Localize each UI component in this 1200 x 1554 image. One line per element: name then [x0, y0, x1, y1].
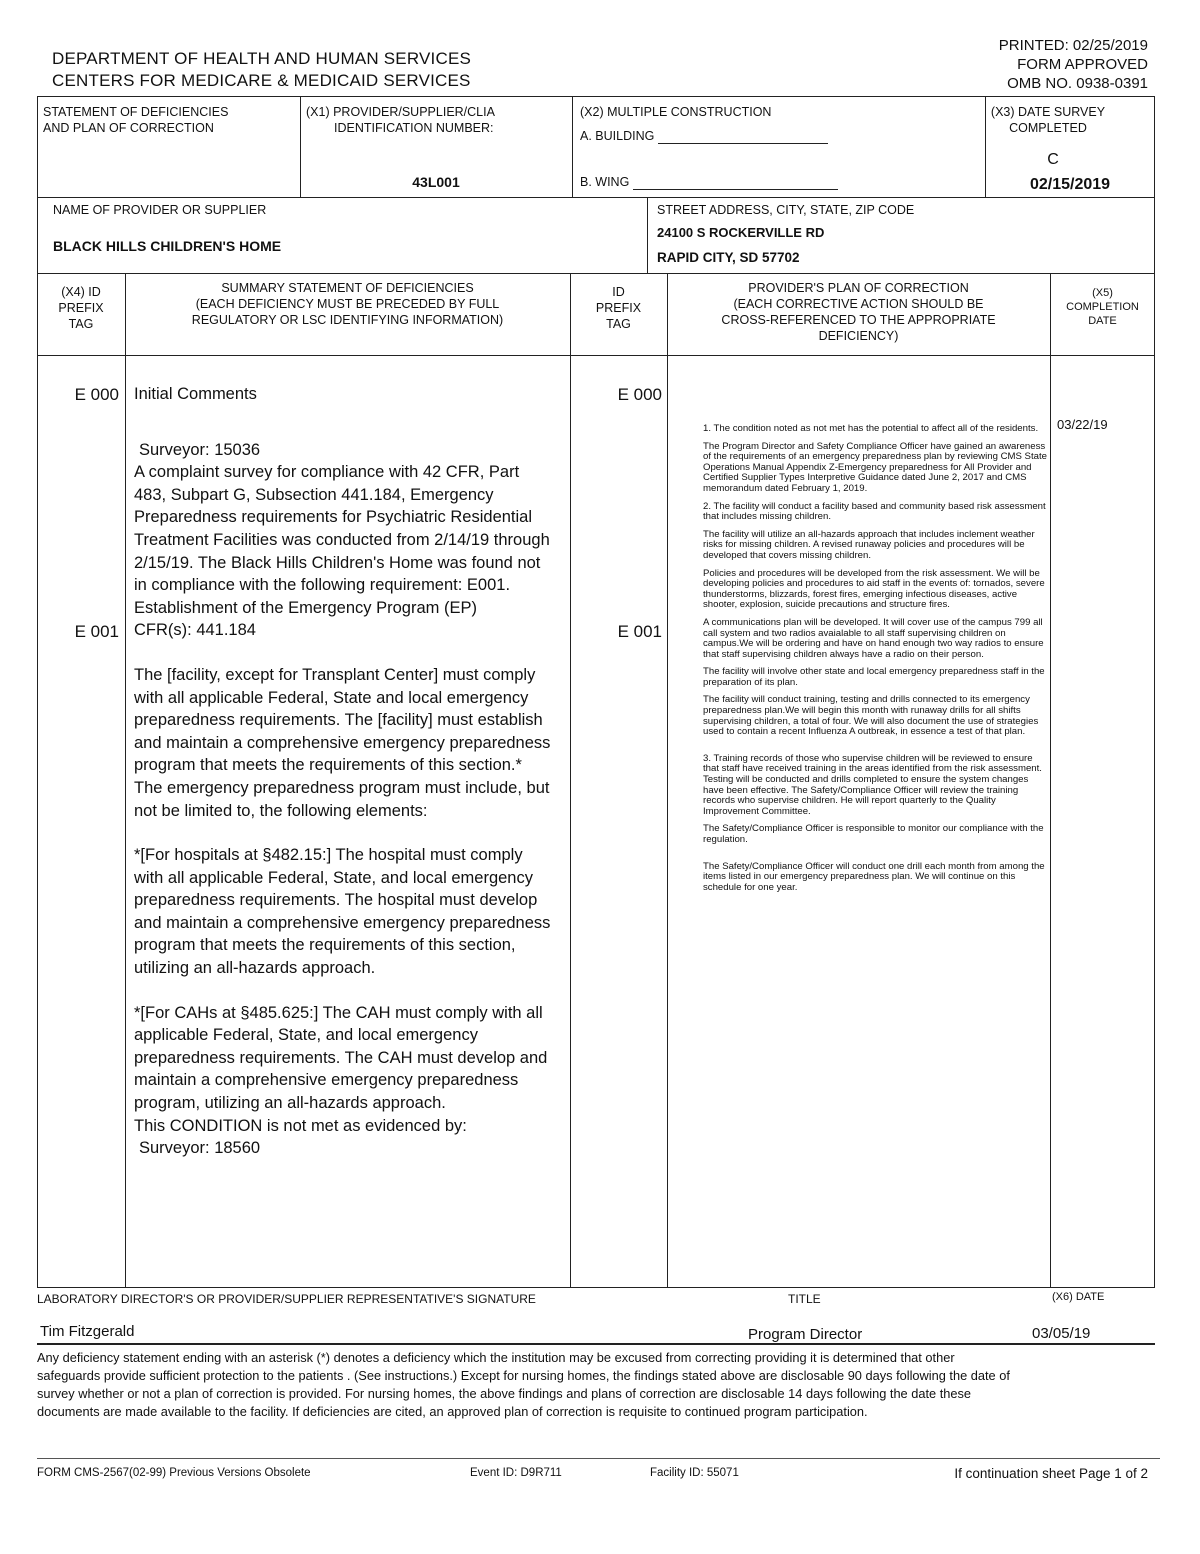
wing-field: B. WING	[580, 174, 838, 190]
provider-id-value: 43L001	[412, 174, 460, 190]
statement-label: STATEMENT OF DEFICIENCIES AND PLAN OF CORRECTION	[43, 105, 229, 135]
summary-header: SUMMARY STATEMENT OF DEFICIENCIES (EACH DEFICIENCY MUST BE PRECEDED BY FULL REGULATORY OR LSC IDENTIFYING INFORMATION)	[191, 281, 504, 327]
signer-name: Tim Fitzgerald	[40, 1323, 135, 1340]
street-address: 24100 S ROCKERVILLE RD	[657, 225, 825, 240]
survey-date: 02/15/2019	[1029, 176, 1111, 193]
plan-para-2: The Program Director and Safety Compliance Officer have gained an awareness of the requirements of an emergency preparedness plan by reviewing CMS State Operations Manual Appendix Z-Emergency preparedness for All Provider and Certified Supplier Types Interpretive Guidance dated June 2, 2017 and CMS memorandum dated February 1, 2019.	[703, 440, 1047, 494]
signature-date: 03/05/19	[1032, 1325, 1091, 1342]
x5-header: (X5) COMPLETION DATE	[1066, 287, 1139, 327]
completion-date: 03/22/19	[1057, 417, 1108, 432]
tag-e001-left: E 001	[74, 622, 119, 641]
tag-e001-right: E 001	[617, 622, 662, 641]
summary-statement	[134, 383, 554, 1160]
plan-para-4: The facility will utilize an all-hazards approach that includes inclement weather risks for missing children. A revised runaway policies and procedures will be developed that covers missing children.	[703, 528, 1035, 561]
printed-date: PRINTED: 02/25/2019	[998, 37, 1148, 54]
facility-id: Facility ID: 55071	[650, 1467, 739, 1479]
building-field: A. BUILDING	[580, 128, 828, 144]
omb-number: OMB NO. 0938-0391	[1007, 75, 1148, 92]
signature-label: LABORATORY DIRECTOR'S OR PROVIDER/SUPPLIER REPRESENTATIVE'S SIGNATURE	[37, 1292, 536, 1306]
hospital-requirements-para: *[For hospitals at §482.15:] The hospital must comply with all applicable Federal, State, and local emergency preparedness requirements. The hospital must develop and maintain a comprehensive emergency preparedness program that meets the requirements of this section, utilizing an all-hazards approach.	[134, 846, 551, 978]
disclaimer: Any deficiency statement ending with an asterisk (*) denotes a deficiency which the institution may be excused from correcting providing it is determined that other safeguards provide sufficient protection to the patients . (See instructions.) Except for nursing homes, the findings stated above are disclosable 90 days following the date of survey whether or not a plan of correction is provided. For nursing homes, the above findings and plans of correction are disclosable 14 days following the date these documents are made available to the facility. If deficiencies are cited, an approved plan of correction is requisite to continued program participation.	[37, 1350, 1010, 1419]
date-label: (X6) DATE	[1052, 1291, 1105, 1303]
id-header: ID PREFIX TAG	[595, 285, 642, 331]
tag-e000-left: E 000	[74, 385, 119, 404]
plan-of-correction	[703, 424, 1049, 900]
e001-title: Establishment of the Emergency Program (EP)	[134, 598, 477, 617]
plan-para-10: The Safety/Compliance Officer is responsible to monitor our compliance with the regulation.	[703, 823, 1044, 845]
plan-para-7: The facility will involve other state and local emergency preparedness staff in the preparation of its plan.	[703, 666, 1045, 688]
form-number: FORM CMS-2567(02-99) Previous Versions Obsolete	[37, 1467, 311, 1479]
x4-header: (X4) ID PREFIX TAG	[58, 285, 104, 331]
complaint-survey-para: A complaint survey for compliance with 42 CFR, Part 483, Subpart G, Subsection 441.184, Emergency Preparedness requirements for Psychiatric Residential Treatment Facilities was conducted from 2/14/19 through 2/15/19. The Black Hills Children's Home was found not in compliance with the following requirement: E001.	[134, 463, 550, 595]
cms-name: CENTERS FOR MEDICARE & MEDICAID SERVICES	[52, 71, 471, 90]
title-label: TITLE	[788, 1292, 821, 1306]
provider-name: BLACK HILLS CHILDREN'S HOME	[53, 238, 282, 254]
multiple-construction-label: (X2) MULTIPLE CONSTRUCTION	[580, 105, 772, 119]
cfr-ref: CFR(s): 441.184	[134, 621, 256, 640]
plan-para-8: The facility will conduct training, testing and drills connected to its emergency preparedness plan.We will begin this month with runaway drills for all shifts supervising children, a total of four. We will also document the use of strategies used to contain a recent Influenza A outbreak, in essence a test of that plan.	[703, 694, 1039, 738]
provider-name-label: NAME OF PROVIDER OR SUPPLIER	[53, 203, 267, 217]
plan-para-6: A communications plan will be developed. It will cover use of the campus 799 all call system and two radios avaialable to all staff supervising children on campus.We will be ordering and have on hand enough two way radios to ensure that staff supervising children always have a radio on their person.	[703, 616, 1044, 660]
city-state-zip: RAPID CITY, SD 57702	[657, 250, 800, 265]
initial-comments: Initial Comments	[134, 385, 257, 403]
form-status-header	[999, 36, 1148, 93]
surveyor-2: Surveyor: 18560	[139, 1139, 261, 1158]
plan-para-11: The Safety/Compliance Officer will conduct one drill each month from among the items listed in our emergency preparedness plan. We will continue on this schedule for one year.	[703, 860, 1045, 893]
cah-requirements-para: *[For CAHs at §485.625:] The CAH must comply with all applicable Federal, State, and local emergency preparedness requirements. The CAH must develop and maintain a comprehensive emergency preparedness program, utilizing an all-hazards approach.	[134, 1003, 548, 1113]
form-approved: FORM APPROVED	[1017, 56, 1148, 73]
plan-para-9: 3. Training records of those who supervise children will be reviewed to ensure that staff have received training in the areas identified from the risk assessment. Testing will be conducted and drills completed to ensure the system changes have been effective. The Safety/Compliance Officer will review the training records who supervise children. He will report quarterly to the Quality Improvement Committee.	[703, 752, 1042, 817]
event-id: Event ID: D9R711	[470, 1467, 562, 1479]
provider-id-label: (X1) PROVIDER/SUPPLIER/CLIA IDENTIFICATION NUMBER:	[306, 105, 495, 135]
dept-name: DEPARTMENT OF HEALTH AND HUMAN SERVICES	[52, 49, 472, 68]
tag-e000-right: E 000	[617, 385, 662, 404]
facility-requirements-para: The [facility, except for Transplant Center] must comply with all applicable Federal, State and local emergency preparedness requirements. The [facility] must establish and maintain a comprehensive emergency preparedness program that meets the requirements of this section.* The emergency preparedness program must include, but not be limited to, the following elements:	[134, 665, 551, 820]
signer-title: Program Director	[748, 1326, 863, 1343]
survey-code: C	[1047, 151, 1059, 168]
plan-para-1: 1. The condition noted as not met has the potential to affect all of the residents.	[703, 423, 1039, 434]
page-number: If continuation sheet Page 1 of 2	[954, 1466, 1148, 1481]
plan-para-3: 2. The facility will conduct a facility based and community based risk assessment that includes missing children.	[703, 500, 1046, 523]
survey-completed-label: (X3) DATE SURVEY COMPLETED	[990, 105, 1106, 135]
plan-header: PROVIDER'S PLAN OF CORRECTION (EACH CORRECTIVE ACTION SHOULD BE CROSS-REFERENCED TO THE APPROPRIATE DEFICIENCY)	[721, 281, 996, 343]
surveyor-1: Surveyor: 15036	[139, 440, 261, 459]
plan-para-5: Policies and procedures will be developed from the risk assessment. We will be developing policies and procedures to aid staff in the events of: tornados, severe thunderstorms, blizzards, forest fires, emerging infectious diseases, active shooter, explosion, suicide precautions and structure fires.	[703, 567, 1045, 611]
condition-not-met: This CONDITION is not met as evidenced by:	[134, 1116, 467, 1135]
agency-header	[52, 48, 471, 92]
address-label: STREET ADDRESS, CITY, STATE, ZIP CODE	[657, 203, 915, 217]
